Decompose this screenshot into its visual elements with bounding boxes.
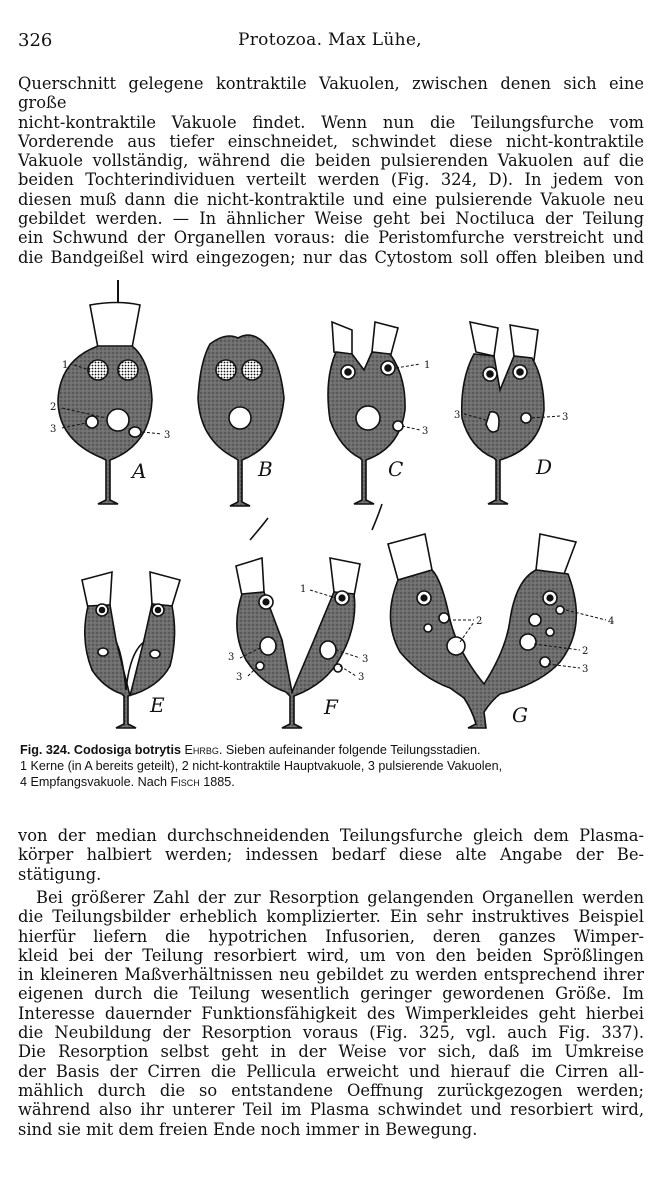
- caption-species: Codosiga botrytis: [73, 743, 181, 757]
- text-line: gebildet werden. — In ähnlicher Weise geht bei Noctiluca der Teilung: [18, 209, 644, 229]
- text-line: beiden Tochterindividuen verteilt werden (Fig. 324, D). In jedem von: [18, 170, 644, 190]
- text-line: eigenen durch die Teilung wesentlich geringer gewordenen Größe. Im: [18, 984, 644, 1004]
- text-line: der Basis der Cirren die Pellicula erweicht und hierauf die Cirren all-: [18, 1061, 644, 1081]
- panel-letter-b: B: [258, 457, 273, 481]
- caption-author: Ehrbg.: [184, 743, 223, 757]
- label-3: 3: [228, 652, 235, 663]
- running-head: Protozoa. Max Lühe,: [238, 30, 422, 50]
- caption-description: Sieben aufeinander folgende Teilungsstadien.: [225, 743, 481, 757]
- label-3: 3: [358, 672, 365, 683]
- label-2: 2: [582, 646, 589, 657]
- panel-letter-a: A: [132, 459, 147, 483]
- label-1: 1: [424, 360, 431, 371]
- panel-letter-g: G: [512, 703, 528, 727]
- label-2: 2: [50, 402, 57, 413]
- text-line: in kleineren Maßverhältnissen neu gebildet zu werden entsprechend ihrer: [18, 965, 644, 985]
- text-line: während also ihr unterer Teil im Plasma schwindet und resorbiert wird,: [18, 1100, 644, 1120]
- label-4: 4: [608, 616, 615, 627]
- panel-letter-e: E: [150, 693, 165, 717]
- stage-d-cell: [462, 322, 544, 504]
- stage-e-cell: [82, 572, 180, 728]
- text-line: Vakuole vollständig, während die beiden pulsierenden Vakuolen auf die: [18, 151, 644, 171]
- text-line: Vorderende aus tiefer einschneidet, schwindet diese nicht-kontraktile: [18, 131, 644, 151]
- panel-letter-d: D: [536, 455, 553, 479]
- text-line: von der median durchschneidenden Teilungsfurche gleich dem Plasma-: [18, 826, 644, 845]
- text-line: Die Resorption selbst geht in der Weise vor sich, daß im Umkreise: [18, 1042, 644, 1062]
- paragraph-2: [18, 826, 644, 884]
- label-3: 3: [50, 424, 57, 435]
- paragraph-1: [18, 74, 644, 267]
- caption-fig-number: Fig. 324.: [20, 743, 71, 757]
- text-line: mählich durch die so entstandene Oeffnung zurückgezogen werden;: [18, 1080, 644, 1100]
- label-1: 1: [300, 584, 307, 595]
- panel-letter-f: F: [324, 695, 338, 719]
- stage-f-cell: [236, 504, 382, 728]
- text-line: stätigung.: [18, 864, 102, 884]
- text-line: sind sie mit dem freien Ende noch immer in Bewegung.: [18, 1119, 478, 1139]
- label-3: 3: [454, 410, 461, 421]
- caption-line-1: [20, 742, 644, 758]
- text-line: Bei größerer Zahl der zur Resorption gelangenden Organellen werden: [36, 888, 644, 907]
- caption-source-author: Fisch: [170, 775, 200, 789]
- caption-source-year: 1885.: [203, 775, 235, 789]
- label-1: 1: [62, 360, 69, 371]
- caption-legend-end: 4 Empfangsvakuole. Nach: [20, 775, 168, 789]
- caption-line-2: 1 Kerne (in A bereits geteilt), 2 nicht-kontraktile Hauptvakuole, 3 pulsierende Vakuolen,: [20, 759, 503, 773]
- label-3: 3: [422, 426, 429, 437]
- text-line: die Teilungsbilder erheblich komplizierter. Ein sehr instruktives Beispiel: [18, 907, 644, 927]
- paragraph-3: [18, 888, 644, 1139]
- text-line: diesen muß dann die nicht-kontraktile und eine pulsierende Vakuole neu: [18, 189, 644, 209]
- panel-letter-c: C: [388, 457, 404, 481]
- page-number: 326: [18, 30, 53, 51]
- text-line: die Neubildung der Resorption voraus (Fig. 325, vgl. auch Fig. 337).: [18, 1023, 644, 1043]
- stage-g-cell: [388, 534, 576, 728]
- text-line: ein Schwund der Organellen voraus: die Peristomfurche verstreicht und: [18, 228, 644, 248]
- label-3: 3: [236, 672, 243, 683]
- caption-line-3: [20, 774, 644, 790]
- text-line: Querschnitt gelegene kontraktile Vakuolen, zwischen denen sich eine große: [18, 74, 644, 113]
- text-line: nicht-kontraktile Vakuole findet. Wenn nun die Teilungsfurche vom: [18, 112, 644, 132]
- label-3: 3: [582, 664, 589, 675]
- label-3: 3: [164, 430, 171, 441]
- text-line: körper halbiert werden; indessen bedarf diese alte Angabe der Be-: [18, 845, 644, 865]
- text-line: Interesse dauernder Funktionsfähigkeit des Wimperkleides geht hierbei: [18, 1003, 644, 1023]
- text-line: hierfür liefern die hypotrichen Infusorien, deren ganzes Wimper-: [18, 926, 644, 946]
- label-3: 3: [362, 654, 369, 665]
- figure-caption: [20, 742, 644, 790]
- page-header: [18, 30, 642, 56]
- figure-324-division-stages: [40, 280, 640, 740]
- label-3: 3: [562, 412, 569, 423]
- text-line: die Bandgeißel wird eingezogen; nur das Cytostom soll offen bleiben und: [18, 247, 644, 267]
- label-2: 2: [476, 616, 483, 627]
- text-line: kleid bei der Teilung resorbiert wird, um von den beiden Sprößlingen: [18, 945, 644, 965]
